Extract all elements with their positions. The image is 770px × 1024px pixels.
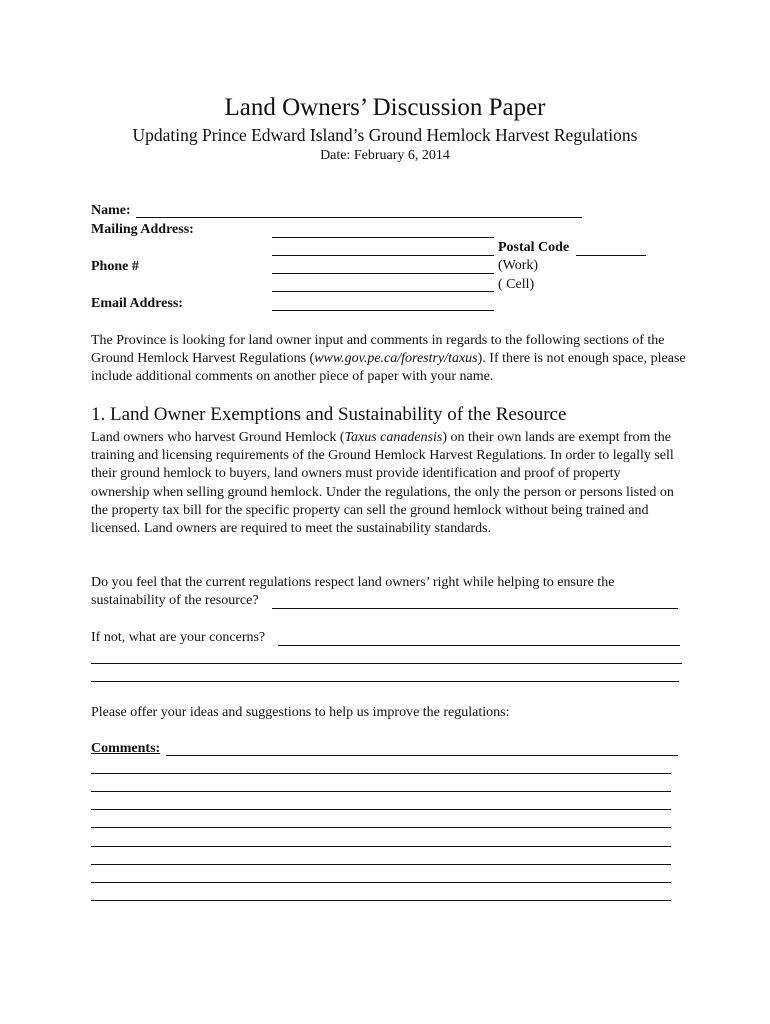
intro-paragraph <box>91 332 691 387</box>
concerns-answer-line1-field[interactable] <box>278 631 680 646</box>
mailing-address-line2-field[interactable] <box>272 241 494 256</box>
section1-body <box>91 429 679 538</box>
mailing-address-line1-field[interactable] <box>272 223 494 238</box>
phone-cell-field[interactable] <box>272 277 494 292</box>
comments-line5-field[interactable] <box>91 813 671 828</box>
phone-label: Phone # <box>91 259 139 274</box>
phone-work-label: (Work) <box>498 258 539 273</box>
phone-work-field[interactable] <box>272 259 494 274</box>
intro-text-after: ). If there is not enough space, please include additional comments on another piece of paper with your name. <box>91 351 686 385</box>
comments-line7-field[interactable] <box>91 850 671 865</box>
comments-line9-field[interactable] <box>91 886 671 901</box>
comments-line3-field[interactable] <box>91 777 671 792</box>
name-label: Name: <box>91 203 131 218</box>
comments-line4-field[interactable] <box>91 795 671 810</box>
email-address-label: Email Address: <box>91 296 183 311</box>
regulations-link: www.gov.pe.ca/forestry/taxus <box>314 351 478 367</box>
concerns-answer-line3-field[interactable] <box>91 667 679 682</box>
suggestions-prompt: Please offer your ideas and suggestions to help us improve the regulations: <box>91 705 510 720</box>
document-date: Date: February 6, 2014 <box>320 148 450 163</box>
mailing-address-label: Mailing Address: <box>91 222 194 237</box>
section1-body-before: Land owners who harvest Ground Hemlock ( <box>91 430 345 445</box>
postal-code-label: Postal Code <box>498 240 570 255</box>
section1-body-after: ) on their own lands are exempt from the training and licensing requirements of the Ground Hemlock Harvest Regulations. In order to legally sell their ground hemlock to buyers, land owners must provide identification and proof of property ownership when selling ground hemlock. Under the regulations, the only the person or persons listed on the property tax bill for the specific property can sell the ground hemlock without being trained and licensed. Land owners are required to meet the sustainability standards. <box>91 430 674 537</box>
page-title: Land Owners’ Discussion Paper <box>224 94 546 121</box>
postal-code-field[interactable] <box>576 241 646 256</box>
intro-text-before: The Province is looking for land owner input and comments in regards to the following sections of the Ground Hemlock Harvest Regulations ( <box>91 333 665 367</box>
question2-label: If not, what are your concerns? <box>91 630 266 645</box>
question1-answer-field[interactable] <box>272 594 678 609</box>
question1-line2: sustainability of the resource? <box>91 593 259 608</box>
concerns-answer-line2-field[interactable] <box>91 649 682 664</box>
species-name: Taxus canadensis <box>344 430 443 445</box>
question1-line1: Do you feel that the current regulations respect land owners’ right while helping to ensure the <box>91 575 615 590</box>
comments-line6-field[interactable] <box>91 832 671 847</box>
comments-line2-field[interactable] <box>91 759 671 774</box>
section1-heading: 1. Land Owner Exemptions and Sustainability of the Resource <box>91 404 567 425</box>
email-address-field[interactable] <box>272 296 494 311</box>
page-subtitle: Updating Prince Edward Island’s Ground Hemlock Harvest Regulations <box>132 125 638 145</box>
comments-label: Comments: <box>91 741 161 756</box>
comments-line8-field[interactable] <box>91 868 671 883</box>
name-field[interactable] <box>136 203 582 218</box>
comments-line1-field[interactable] <box>166 741 678 756</box>
phone-cell-label: ( Cell) <box>498 277 535 292</box>
